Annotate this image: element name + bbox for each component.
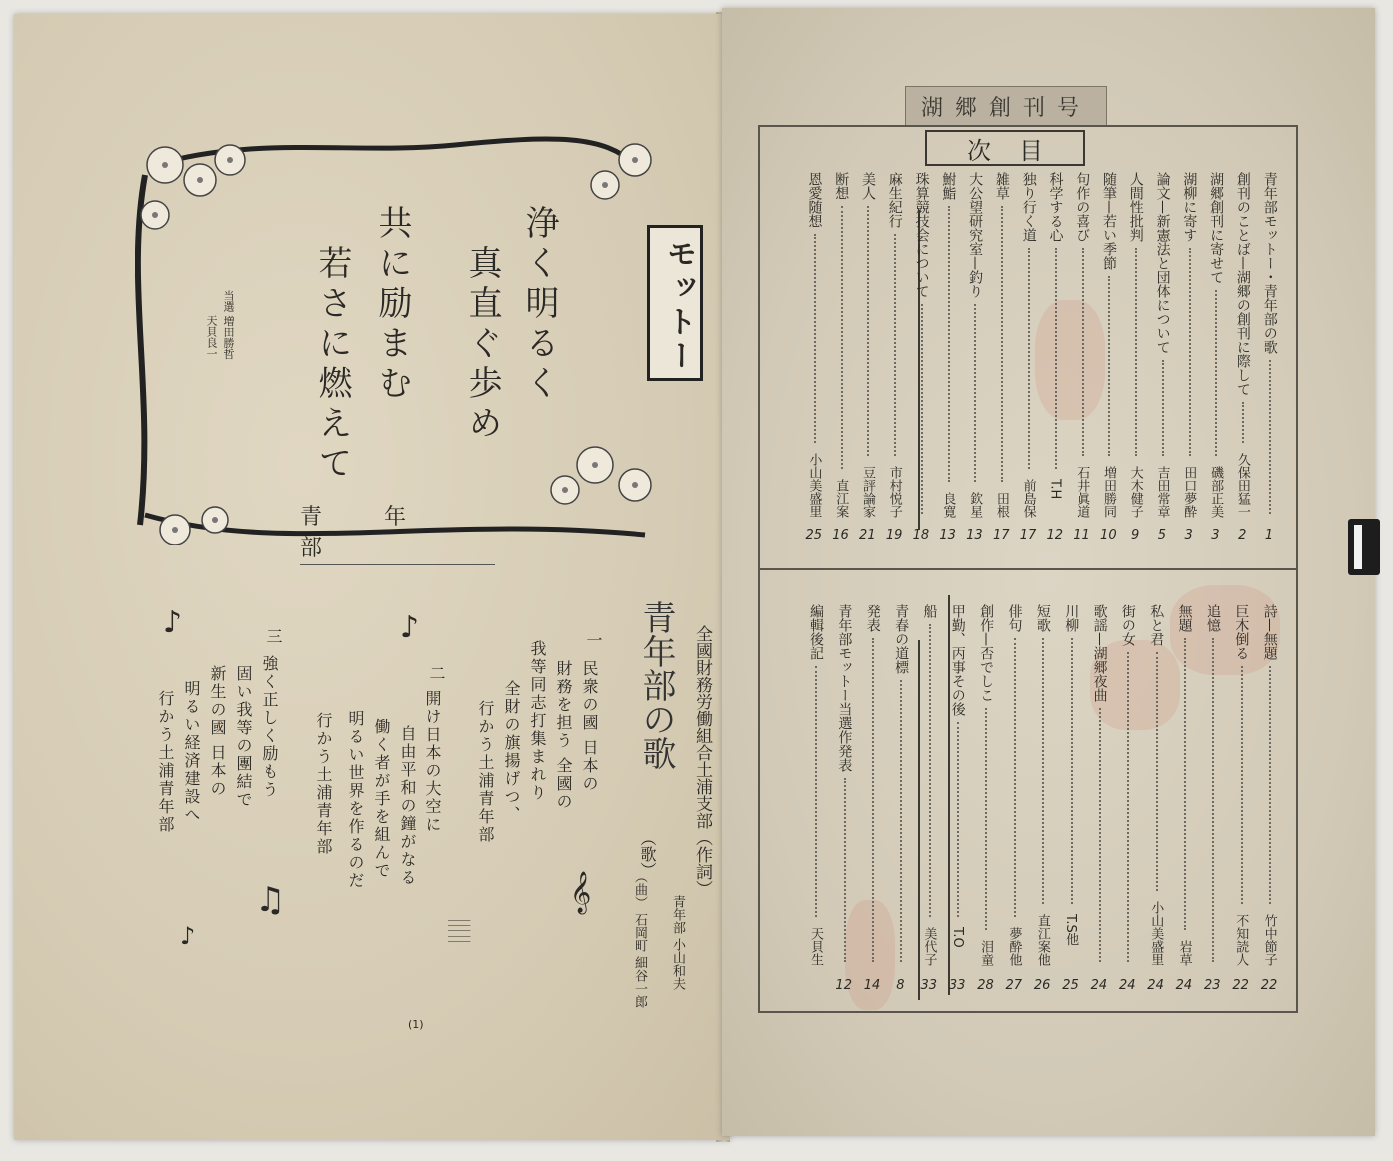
toc-page-number: 22 <box>1232 978 1249 993</box>
toc-entry <box>1048 172 1066 520</box>
toc-entry-title: 発表 <box>864 604 881 632</box>
motto-line-2: 真直ぐ歩め <box>462 245 502 445</box>
toc-divider <box>758 568 1298 570</box>
toc-page-number: 24 <box>1175 978 1193 993</box>
toc-leader-dots <box>1099 708 1101 962</box>
toc-entry-title: 珠算競技会について <box>913 172 930 298</box>
toc-entry <box>1205 604 1223 968</box>
toc-entry-author: 吉田常章 <box>1154 466 1170 518</box>
toc-entry-title: 断想 <box>833 172 850 200</box>
toc-entry-author: 天貝生 <box>807 927 823 966</box>
magazine-title-plate <box>905 86 1107 126</box>
verse-2-line-4: 明るい世界を作るのだ <box>346 710 365 890</box>
binder-clip <box>1348 519 1380 575</box>
toc-entry-author: 前島保 <box>1020 479 1036 518</box>
toc-leader-dots <box>1184 638 1186 930</box>
toc-entry-title: 美人 <box>860 172 877 200</box>
toc-entry <box>887 172 905 520</box>
toc-page-number: 25 <box>1062 978 1079 993</box>
verse-2-line-2: 自由平和の鐘がなる <box>398 725 417 887</box>
song-composer: （曲） 石岡町 細谷一郎 <box>632 870 647 1009</box>
toc-page-number: 25 <box>805 528 823 543</box>
toc-entry-author: 増田勝同 <box>1100 466 1116 518</box>
verse-3-line-1: 強く正しく励もう <box>260 655 279 799</box>
beamed-notes-icon: ♫ <box>255 880 286 920</box>
toc-leader-dots <box>985 708 987 930</box>
toc-leader-dots <box>1055 248 1057 469</box>
toc-entry-author: 磯部正美 <box>1208 466 1224 518</box>
toc-page-number: 3 <box>1211 528 1220 543</box>
magazine-title: 湖郷創刊号 <box>920 95 1091 121</box>
toc-leader-dots <box>1212 638 1214 962</box>
toc-entry-author: 小山美盛里 <box>806 453 822 518</box>
toc-entry <box>1021 172 1039 520</box>
toc-entry-author: 直江案 <box>833 479 849 518</box>
toc-entry-title: 詩—無題 <box>1261 604 1278 660</box>
motto-signature <box>300 500 495 565</box>
toc-leader-dots <box>1082 248 1084 456</box>
toc-entry-title: 川柳 <box>1063 604 1080 632</box>
toc-entry <box>978 604 996 968</box>
toc-entry-author: 小山美盛里 <box>1148 901 1164 966</box>
toc-entry <box>860 172 878 520</box>
toc-leader-dots <box>1001 206 1003 482</box>
toc-leader-dots <box>929 624 931 917</box>
toc-leader-dots <box>900 680 902 962</box>
toc-entry <box>994 172 1012 520</box>
toc-page-number: 17 <box>992 528 1010 543</box>
toc-entry-title: 編輯後記 <box>808 604 825 660</box>
motto-credit-2: 天貝良一 <box>205 315 218 359</box>
toc-entry-title: 無題 <box>1176 604 1193 632</box>
toc-page-number: 18 <box>912 528 930 543</box>
toc-page-number: 12 <box>835 978 852 993</box>
toc-entry <box>1155 172 1173 520</box>
toc-entry <box>1092 604 1110 968</box>
toc-page-number: 24 <box>1118 978 1136 993</box>
toc-entry <box>1177 604 1195 968</box>
toc-leader-dots <box>814 234 816 443</box>
toc-entry-title: 湖柳に寄す <box>1181 172 1198 242</box>
motto-line-4: 若さに燃えて <box>312 245 352 485</box>
toc-entry-title: 歌謡—湖郷夜曲 <box>1091 604 1108 702</box>
toc-page-number: 22 <box>1260 978 1278 993</box>
toc-entry-title: 独り行く道 <box>1020 172 1037 242</box>
music-note-icon: ♪ <box>400 610 420 645</box>
verse-2-line-3: 働く者が手を組んで <box>372 718 391 880</box>
toc-entry-title: 句作の喜び <box>1074 172 1091 242</box>
toc-entry-title: 随筆—若い季節 <box>1101 172 1118 270</box>
toc-entry-title: 俳句 <box>1006 604 1023 632</box>
toc-leader-dots <box>1014 638 1016 917</box>
toc-entry-author: 竹中節子 <box>1261 914 1277 966</box>
toc-page-number: 33 <box>948 978 966 993</box>
verse-1-line-5: 行かう土浦青年部 <box>476 700 495 844</box>
verse-1-line-2: 財務を担う 全國の <box>554 660 573 812</box>
toc-leader-dots <box>1042 638 1044 904</box>
toc-entry-author: T.O <box>949 927 965 948</box>
toc-entry-author: 市村悦子 <box>886 466 902 518</box>
toc-leader-dots <box>1135 248 1137 456</box>
motto-line-3: 共に励まむ <box>372 205 412 405</box>
toc-entry-author: 豆評論家 <box>859 466 875 518</box>
motto-credit-1: 当選 増田勝哲 <box>222 290 235 360</box>
toc-leader-dots <box>815 666 817 917</box>
toc-entry-title: 短歌 <box>1034 604 1051 632</box>
toc-page-number: 11 <box>1073 528 1090 543</box>
toc-leader-dots <box>1241 666 1243 904</box>
verse-3-line-2: 固い我等の團結で <box>234 665 253 809</box>
toc-entry <box>834 172 852 520</box>
toc-page-number: 3 <box>1184 528 1193 543</box>
toc-entry-author: 良寛 <box>940 492 956 518</box>
toc-entry-title: 街の女 <box>1119 604 1136 646</box>
toc-entry-author: 田口夢酔 <box>1181 466 1197 518</box>
toc-entry-author: 直江案他 <box>1034 914 1050 966</box>
toc-entry <box>1007 604 1025 968</box>
toc-entry-title: 創作—否でしこ <box>978 604 995 702</box>
toc-entry <box>950 604 968 968</box>
toc-page-number: 5 <box>1157 528 1167 543</box>
toc-entry <box>807 172 825 520</box>
toc-entry-author: 久保田猛一 <box>1234 453 1250 518</box>
motto-label: モットー <box>661 238 696 374</box>
toc-entry <box>1234 604 1252 968</box>
toc-entry <box>1128 172 1146 520</box>
toc-entry-author: 大木健子 <box>1127 466 1143 518</box>
toc-leader-dots <box>867 206 869 456</box>
toc-page-number: 27 <box>1005 978 1023 993</box>
toc-entry <box>1064 604 1082 968</box>
verse-2-number: 二 <box>427 665 446 683</box>
toc-entry-title: 青春の道標 <box>893 604 910 674</box>
toc-entry-title: 追憶 <box>1204 604 1221 632</box>
toc-page-number: 14 <box>863 978 881 993</box>
toc-leader-dots <box>921 304 923 514</box>
toc-entry-author: 不知読人 <box>1233 914 1249 966</box>
toc-entry-title: 湖郷創刊に寄せて <box>1208 172 1225 284</box>
toc-page-number: 24 <box>1090 978 1108 993</box>
toc-page-number: 19 <box>885 528 903 543</box>
toc-page-number: 12 <box>1046 528 1064 543</box>
toc-leader-dots <box>894 234 896 456</box>
toc-leader-dots <box>1071 638 1073 904</box>
song-lyricist: 青年部 小山和夫 <box>670 895 685 991</box>
verse-1-line-4: 全財の旗揚げつ、 <box>502 680 521 824</box>
toc-rule <box>918 640 920 1000</box>
music-note-icon: ♪ <box>180 922 196 950</box>
verse-2-line-5: 行かう土浦青年部 <box>314 712 333 856</box>
song-union: 全國財務労働組合土浦支部（作詞） <box>692 625 712 897</box>
song-title-note: （歌） <box>638 830 657 878</box>
song-title: 青年部の歌 <box>636 600 676 770</box>
toc-entry-author: 美代子 <box>921 927 937 966</box>
toc-entry-author: 岩草 <box>1176 940 1192 966</box>
toc-entry <box>941 172 959 520</box>
toc-entry <box>837 604 855 968</box>
toc-entry <box>1101 172 1119 520</box>
toc-heading-char: 目 <box>1019 136 1043 165</box>
toc-leader-dots <box>974 304 976 482</box>
toc-entry <box>1235 172 1253 520</box>
toc-entry <box>922 604 940 968</box>
toc-entry <box>865 604 883 968</box>
toc-entry <box>1262 172 1280 520</box>
toc-page-number: 2 <box>1238 528 1247 543</box>
toc-leader-dots <box>957 722 959 917</box>
toc-entry <box>1182 172 1200 520</box>
toc-entry <box>1208 172 1226 520</box>
toc-leader-dots <box>948 206 950 482</box>
toc-page-number: 1 <box>1264 528 1274 543</box>
toc-entry-title: 論文—新憲法と団体について <box>1154 172 1171 354</box>
toc-entry-title: 麻生紀行 <box>886 172 903 228</box>
toc-leader-dots <box>1189 248 1191 456</box>
toc-entry-title: 巨木倒る <box>1233 604 1250 660</box>
toc-entry <box>893 604 911 968</box>
verse-1-line-1: 民衆の國 日本の <box>580 660 599 794</box>
toc-entry-author: 泪童 <box>978 940 994 966</box>
toc-page-number: 28 <box>977 978 994 993</box>
motto-signature-text: 青年部 <box>300 505 469 561</box>
toc-entry <box>808 604 826 968</box>
toc-entry-title: 恩愛随想 <box>806 172 823 228</box>
toc-entry-author: 夢酔他 <box>1006 927 1022 966</box>
toc-page-number: 33 <box>920 978 938 993</box>
toc-leader-dots <box>1108 276 1110 456</box>
toc-entry-title: 青年部モットー当選作発表 <box>836 604 853 772</box>
toc-entry <box>914 172 932 520</box>
toc-entry <box>1120 604 1138 968</box>
toc-leader-dots <box>1162 360 1164 456</box>
toc-entry-title: 私と君 <box>1148 604 1165 646</box>
toc-page-number: 21 <box>859 528 876 543</box>
toc-entry-title: 雑草 <box>993 172 1010 200</box>
toc-entry-title: 船 <box>921 604 938 618</box>
toc-entry <box>1262 604 1280 968</box>
toc-leader-dots <box>1127 652 1129 962</box>
toc-entry <box>1149 604 1167 968</box>
toc-page-number: 16 <box>832 528 849 543</box>
toc-page-number: 8 <box>896 978 905 993</box>
verse-1-line-3: 我等同志打集まれり <box>528 640 547 802</box>
toc-page-number: 9 <box>1130 528 1140 543</box>
toc-entry-author: T.S他 <box>1063 914 1079 946</box>
toc-entry-author: 田根 <box>993 492 1009 518</box>
toc-entry-title: 創刊のことば—湖郷の創刊に際して <box>1234 172 1251 396</box>
verse-1-number: 一 <box>584 632 603 650</box>
toc-entry-title: 科学する心 <box>1047 172 1064 242</box>
toc-leader-dots <box>872 638 874 962</box>
toc-leader-dots <box>844 778 846 962</box>
toc-entry-author: 石井眞道 <box>1074 466 1090 518</box>
left-page-number: (1) <box>408 1018 424 1031</box>
verse-2-line-1: 開け日本の大空に <box>423 690 442 834</box>
toc-leader-dots <box>1242 402 1244 443</box>
toc-page-number: 26 <box>1033 978 1051 993</box>
toc-page-number: 13 <box>966 528 983 543</box>
toc-entry-title: 青年部モットー・青年部の歌 <box>1261 172 1278 354</box>
toc-entry <box>967 172 985 520</box>
music-note-icon: ♪ <box>163 605 183 640</box>
toc-heading-char: 次 <box>967 136 991 165</box>
toc-leader-dots <box>1269 666 1271 904</box>
toc-leader-dots <box>1028 248 1030 469</box>
verse-3-line-4: 明るい経済建設へ <box>182 680 201 824</box>
treble-clef-icon: 𝄞 <box>570 872 592 913</box>
toc-entry-author: T.H <box>1047 479 1063 500</box>
verse-3-line-5: 行かう土浦青年部 <box>156 690 175 834</box>
toc-leader-dots <box>1269 360 1271 514</box>
toc-entry-title: 鮒鮨 <box>940 172 957 200</box>
toc-leader-dots <box>1156 652 1158 891</box>
toc-entry-author: 欽星 <box>967 492 983 518</box>
verse-3-number: 三 <box>264 628 283 646</box>
verse-3-line-3: 新生の國 日本の <box>208 665 227 799</box>
toc-entry <box>1075 172 1093 520</box>
toc-page-number: 10 <box>1100 528 1117 543</box>
toc-entry-title: 大公望研究室—釣り <box>967 172 984 298</box>
toc-page-number: 17 <box>1019 528 1037 543</box>
toc-page-number: 24 <box>1147 978 1164 993</box>
motto-line-1: 浄く明るく <box>519 205 559 405</box>
toc-page-number: 13 <box>939 528 956 543</box>
toc-page-number: 23 <box>1204 978 1221 993</box>
toc-entry-title: 甲勤、丙事その後 <box>949 604 966 716</box>
toc-leader-dots <box>1215 290 1217 456</box>
toc-entry-title: 人間性批判 <box>1127 172 1144 242</box>
toc-entry <box>1035 604 1053 968</box>
toc-leader-dots <box>841 206 843 469</box>
staff-icon: 𝄚 <box>448 915 471 948</box>
motto-label-box <box>647 225 703 381</box>
